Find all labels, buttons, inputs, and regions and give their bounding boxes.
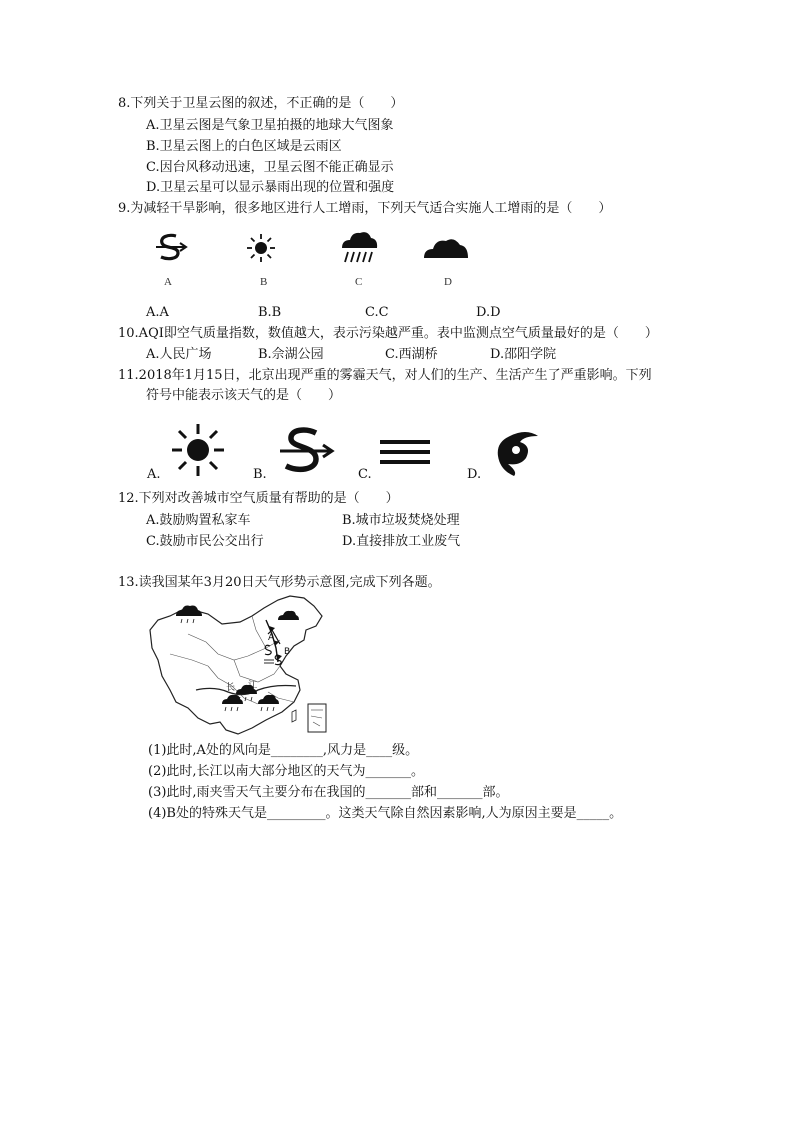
q9-option-a: A.A [146, 305, 169, 320]
q8-stem: 8.下列关于卫星云图的叙述，不正确的是（ ） [118, 96, 404, 111]
q10-stem: 10.AQI即空气质量指数，数值越大，表示污染越严重。表中监测点空气质量最好的是（ ） [118, 326, 658, 341]
map-label-river-2: 江 [248, 681, 258, 691]
q13-sub-2: (2)此时,长江以南大部分地区的天气为_______。 [148, 764, 425, 779]
q9-option-b: B.B [258, 305, 282, 320]
q9-symbol-label-a: A [164, 276, 172, 288]
q8-option-a: A.卫星云图是气象卫星拍摄的地球大气图象 [146, 118, 394, 133]
q10-option-c: C.西湖桥 [385, 347, 438, 362]
q10-option-d: D.邵阳学院 [490, 347, 557, 362]
q12-option-a: A.鼓励购置私家车 [146, 513, 251, 528]
q12-option-d: D.直接排放工业废气 [342, 534, 461, 549]
sunny-icon [172, 424, 224, 476]
q13-stem: 13.读我国某年3月20日天气形势示意图,完成下列各题。 [118, 575, 441, 590]
overcast-icon-d [424, 239, 468, 258]
q11-stem-line2: 符号中能表示该天气的是（ ） [146, 388, 342, 403]
q9-symbol-label-d: D [444, 276, 452, 288]
q12-option-b: B.城市垃圾焚烧处理 [342, 513, 460, 528]
q9-weather-symbols [150, 228, 470, 268]
q13-sub-3: (3)此时,雨夹雪天气主要分布在我国的_______部和_______部。 [148, 785, 509, 800]
q11-option-a: A. [147, 467, 161, 482]
q11-option-b: B. [253, 467, 267, 482]
q9-symbol-label-b: B [260, 276, 268, 288]
q8-option-d: D.卫星云星可以显示暴雨出现的位置和强度 [146, 180, 395, 195]
q11-option-c: C. [358, 467, 372, 482]
q12-stem: 12.下列对改善城市空气质量有帮助的是（ ） [118, 491, 399, 506]
rain-icon-c [342, 232, 377, 262]
map-label-b: B [284, 647, 291, 657]
china-weather-map [148, 594, 338, 740]
q13-sub-1: (1)此时,A处的风向是________,风力是____级。 [148, 743, 419, 758]
q9-option-c: C.C [365, 305, 389, 320]
sandstorm-icon-a [156, 235, 186, 258]
typhoon-icon [498, 432, 538, 476]
q12-option-c: C.鼓励市民公交出行 [146, 534, 264, 549]
q11-option-d: D. [467, 467, 482, 482]
q9-option-d: D.D [476, 305, 501, 320]
q8-option-c: C.因台风移动迅速，卫星云图不能正确显示 [146, 160, 394, 175]
q10-option-a: A.人民广场 [146, 347, 212, 362]
map-label-a: A [268, 633, 275, 643]
q8-option-b: B.卫星云图上的白色区域是云雨区 [146, 139, 342, 154]
fog-icon [380, 442, 430, 462]
map-label-river-1: 长 [226, 683, 236, 693]
q9-stem: 9.为减轻干旱影响，很多地区进行人工增雨，下列天气适合实施人工增雨的是（ ） [118, 201, 612, 216]
q11-stem-line1: 11.2018年1月15日，北京出现严重的雾霾天气，对人们的生产、生活产生了严重影响。下列 [118, 368, 652, 383]
q10-option-b: B.佘湖公园 [258, 347, 324, 362]
q9-symbol-label-c: C [355, 276, 363, 288]
q11-weather-symbols [160, 420, 550, 480]
q13-sub-4: (4)B处的特殊天气是_________。这类天气除自然因素影响,人为原因主要是_____。 [148, 806, 623, 821]
sunny-icon-b [247, 234, 275, 262]
sandstorm-icon [280, 430, 332, 469]
